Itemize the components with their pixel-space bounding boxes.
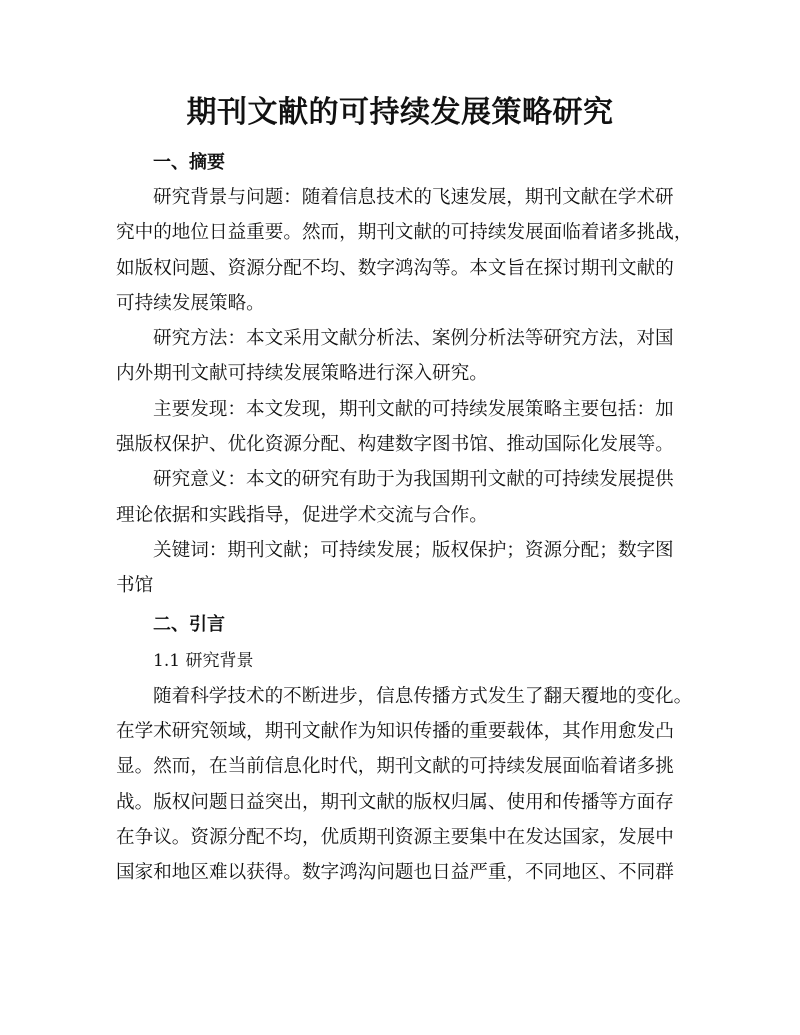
intro-paragraph-line: 在学术研究领域，期刊文献作为知识传播的重要载体，其作用愈发凸 [116,721,674,742]
abstract-background-line: 究中的地位日益重要。然而，期刊文献的可持续发展面临着诸多挑战， [116,222,693,243]
abstract-background-line: 如版权问题、资源分配不均、数字鸿沟等。本文旨在探讨期刊文献的 [116,258,674,279]
abstract-significance-line: 理论依据和实践指导，促进学术交流与合作。 [116,505,488,526]
abstract-methods-line: 内外期刊文献可持续发展策略进行深入研究。 [116,363,488,384]
abstract-findings-line: 主要发现：本文发现，期刊文献的可持续发展策略主要包括：加 [153,399,674,420]
intro-paragraph-line: 显。然而，在当前信息化时代，期刊文献的可持续发展面临着诸多挑 [116,756,674,777]
abstract-background-line: 研究背景与问题：随着信息技术的飞速发展，期刊文献在学术研 [153,187,674,208]
keywords-line: 关键词：期刊文献；可持续发展；版权保护；资源分配；数字图 [153,540,674,561]
intro-paragraph-line: 战。版权问题日益突出，期刊文献的版权归属、使用和传播等方面存 [116,792,674,813]
page-title: 期刊文献的可持续发展策略研究 [186,95,614,130]
keywords-line: 书馆 [116,575,154,596]
section-heading-intro: 二、引言 [153,614,225,635]
intro-paragraph-line: 在争议。资源分配不均，优质期刊资源主要集中在发达国家，发展中 [116,827,674,848]
abstract-background-line: 可持续发展策略。 [116,293,265,314]
abstract-methods-line: 研究方法：本文采用文献分析法、案例分析法等研究方法，对国 [153,328,674,349]
intro-paragraph-line: 随着科学技术的不断进步，信息传播方式发生了翻天覆地的变化。 [153,686,693,707]
section-heading-abstract: 一、摘要 [153,152,225,173]
intro-paragraph-line: 国家和地区难以获得。数字鸿沟问题也日益严重，不同地区、不同群 [116,862,674,883]
abstract-findings-line: 强版权保护、优化资源分配、构建数字图书馆、推动国际化发展等。 [116,434,674,455]
abstract-significance-line: 研究意义：本文的研究有助于为我国期刊文献的可持续发展提供 [153,469,674,490]
subsection-heading-1-1: 1.1 研究背景 [153,651,254,671]
